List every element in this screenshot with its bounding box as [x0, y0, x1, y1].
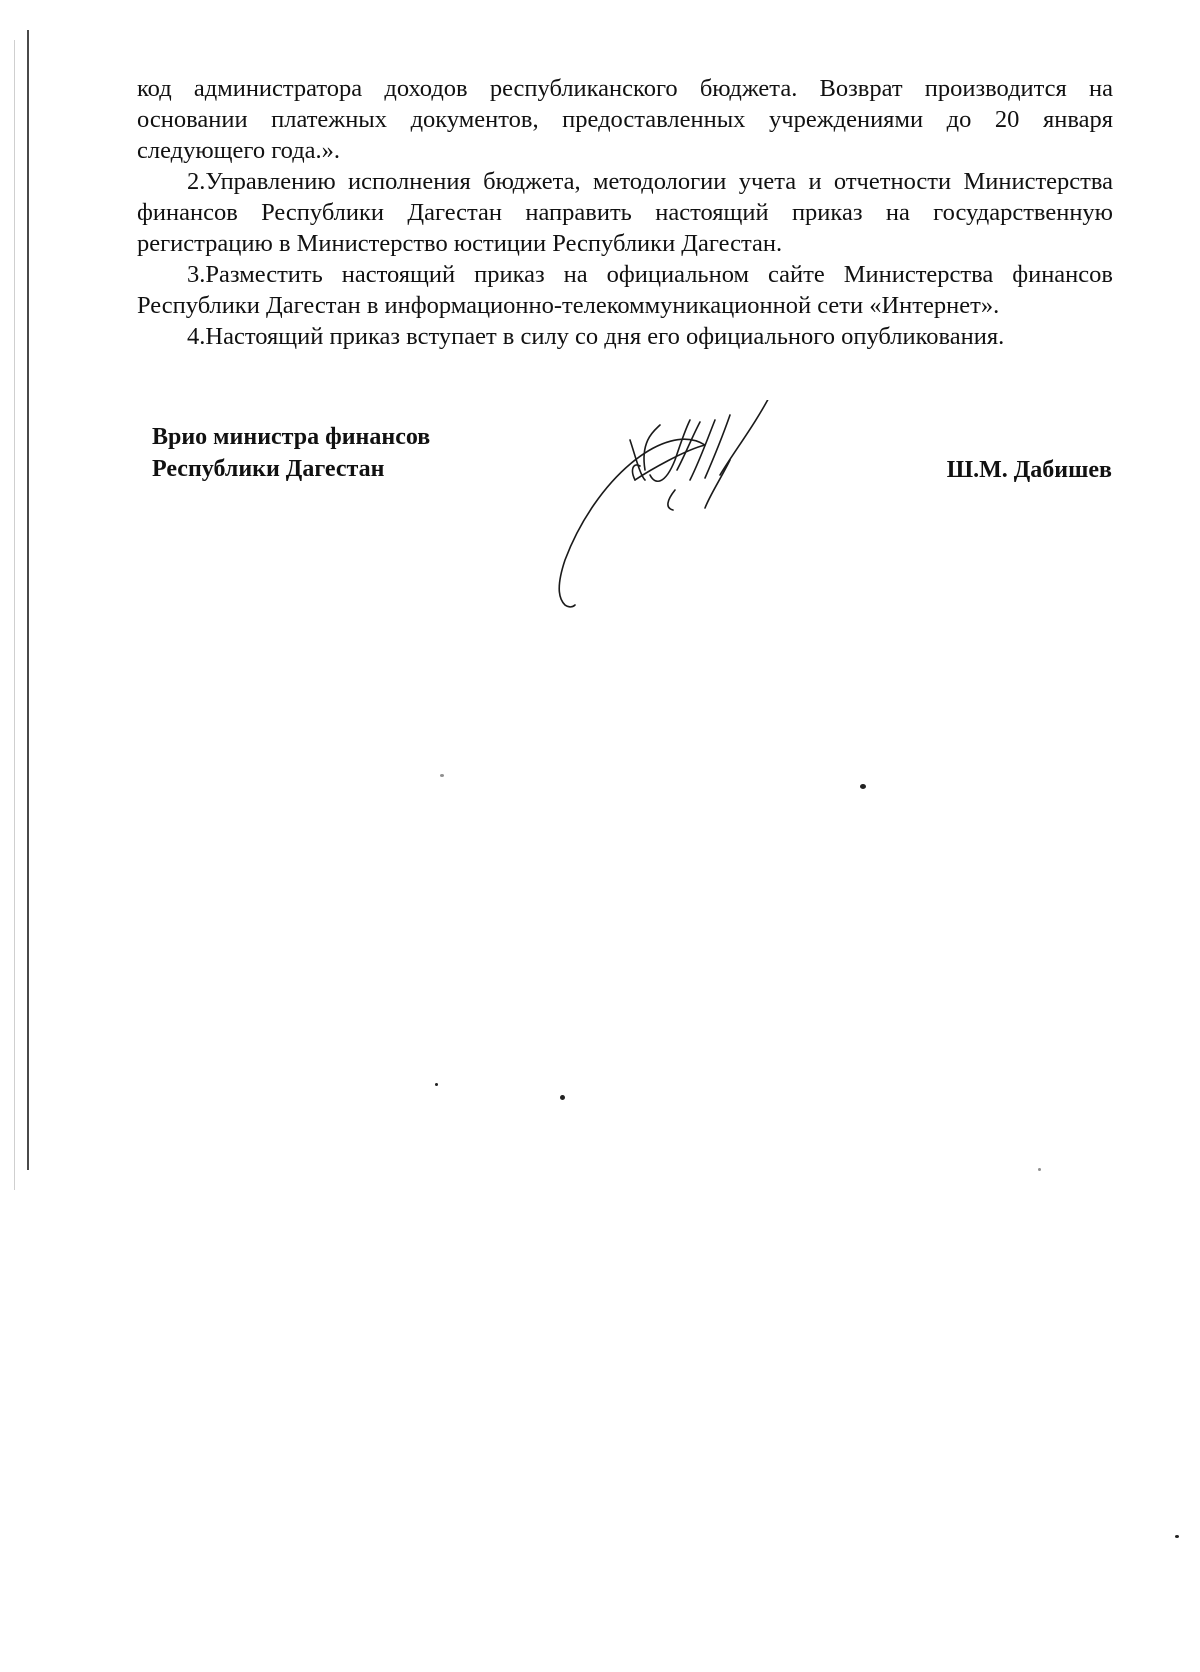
signatory-name: Ш.М. Дабишев — [946, 457, 1112, 483]
handwritten-signature — [555, 400, 835, 610]
signatory-title — [152, 421, 430, 485]
scan-speck — [1038, 1168, 1041, 1171]
scan-speck — [440, 774, 444, 777]
signatory-title-line-1: Врио министра финансов — [152, 424, 431, 450]
signatory-title-line-2: Республики Дагестан — [152, 456, 385, 482]
scan-edge-line — [27, 30, 29, 1170]
scan-speck — [1175, 1535, 1179, 1538]
scan-speck — [560, 1095, 565, 1100]
paragraph-3: 3.Разместить настоящий приказ на официальном сайте Министерства финансов Республики Дагестан в информационно-телекоммуникационной сети «Интернет». — [137, 261, 1113, 319]
scan-speck — [860, 784, 866, 789]
paragraph-1: код администратора доходов республиканского бюджета. Возврат производится на основании платежных документов, предоставленных учреждениями до 20 января следующего года.». — [137, 75, 1113, 164]
paragraph-2: 2.Управлению исполнения бюджета, методологии учета и отчетности Министерства финансов Республики Дагестан направить настоящий приказ на государственную регистрацию в Министерство юстиции Республики Дагестан. — [137, 168, 1113, 257]
scan-edge-faint — [14, 40, 15, 1190]
document-body — [137, 73, 1113, 352]
scan-speck — [435, 1083, 438, 1086]
paragraph-4: 4.Настоящий приказ вступает в силу со дня его официального опубликования. — [187, 323, 1005, 350]
